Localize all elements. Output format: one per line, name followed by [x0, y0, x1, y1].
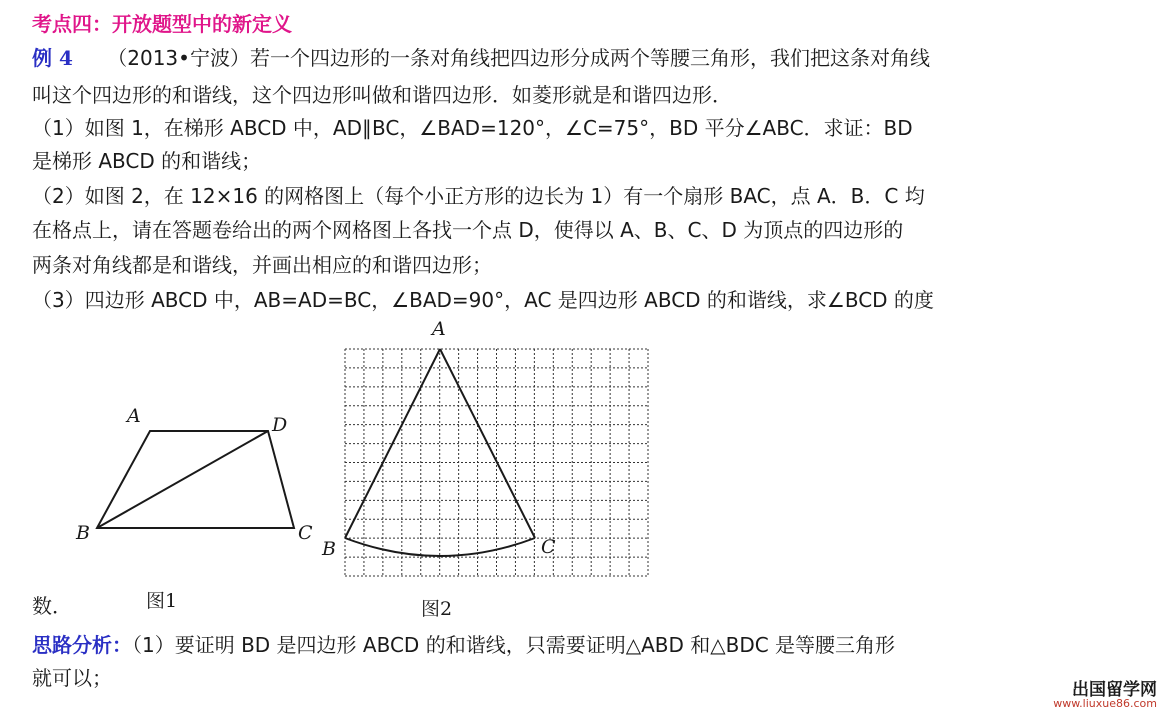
- trapezoid-outline: [97, 431, 294, 528]
- watermark-url: www.liuxue86.com: [1053, 697, 1157, 710]
- figure-2-label-a: A: [432, 318, 446, 340]
- figure-2-grid: [0, 0, 1, 1]
- example-line-3: （1）如图 1，在梯形 ABCD 中，AD∥BC，∠BAD=120°，∠C=75°，BD 平分∠ABC．求证：BD: [32, 116, 913, 140]
- example-line-6: 在格点上，请在答题卷给出的两个网格图上各找一个点 D，使得以 A、B、C、D 为顶点的四边形的: [32, 218, 904, 242]
- figure-1-label-a: A: [127, 405, 141, 427]
- section-title: 考点四：开放题型中的新定义: [32, 12, 292, 36]
- example-line-1: [32, 44, 930, 72]
- watermark-title: 出国留学网: [1072, 680, 1157, 700]
- example-text-1: （2013•宁波）若一个四边形的一条对角线把四边形分成两个等腰三角形，我们把这条对角线: [107, 46, 930, 70]
- example-line-8: （3）四边形 ABCD 中，AB=AD=BC，∠BAD=90°，AC 是四边形 ABCD 的和谐线，求∠BCD 的度: [32, 288, 934, 312]
- example-line-7: 两条对角线都是和谐线，并画出相应的和谐四边形；: [32, 253, 492, 277]
- example-line-5: （2）如图 2，在 12×16 的网格图上（每个小正方形的边长为 1）有一个扇形 BAC，点 A．B．C 均: [32, 184, 925, 208]
- example-line-2: 叫这个四边形的和谐线，这个四边形叫做和谐四边形．如菱形就是和谐四边形．: [32, 83, 732, 107]
- example-line-9: 数．: [32, 594, 72, 618]
- analysis-label: 思路分析：: [32, 633, 132, 657]
- figure-1-caption: 图1: [146, 590, 178, 612]
- figure-1-label-d: D: [272, 414, 288, 436]
- figure-1-label-c: C: [298, 522, 313, 544]
- analysis-line-2: 就可以；: [32, 666, 112, 690]
- analysis-line-1: [32, 631, 895, 659]
- figure-2-label-c: C: [541, 536, 556, 558]
- analysis-text-1: （1）要证明 BD 是四边形 ABCD 的和谐线，只需要证明△ABD 和△BDC 是等腰三角形: [132, 633, 896, 657]
- figure-2-caption: 图2: [421, 598, 453, 620]
- example-label: 例 4: [32, 46, 73, 70]
- example-line-4: 是梯形 ABCD 的和谐线；: [32, 149, 262, 173]
- figure-1-label-b: B: [76, 522, 90, 544]
- figure-2-label-b: B: [322, 538, 336, 560]
